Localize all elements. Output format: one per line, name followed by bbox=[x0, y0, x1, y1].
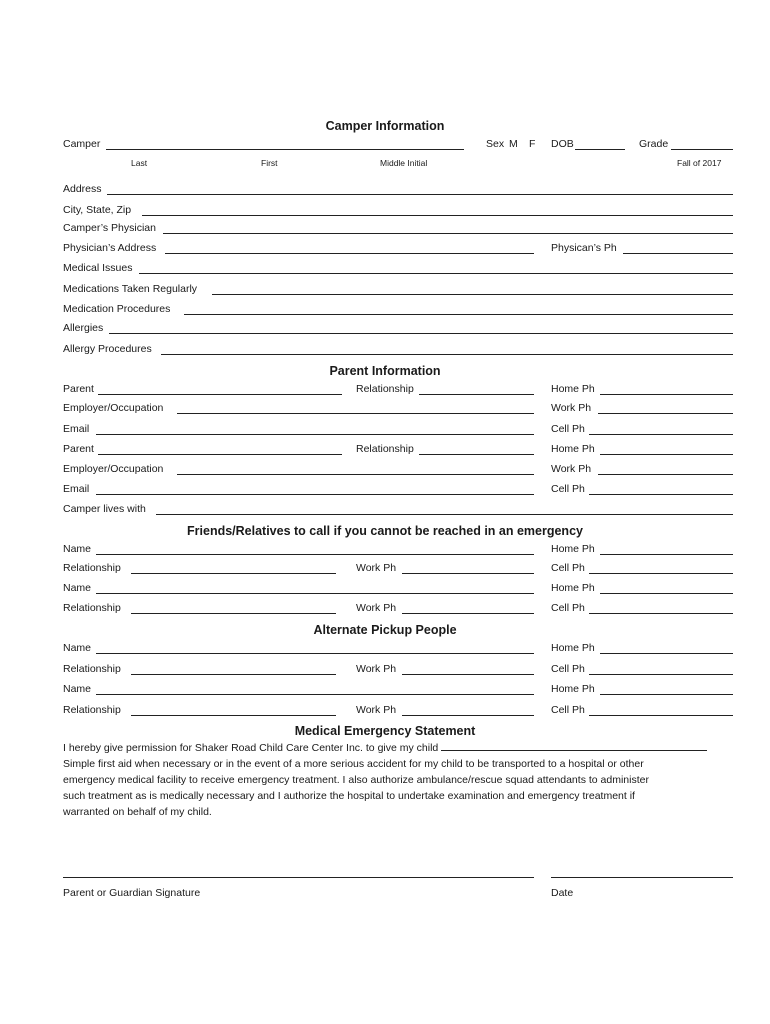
allergies-field[interactable] bbox=[109, 333, 733, 334]
pickup2-cell-phone-field[interactable] bbox=[589, 715, 733, 716]
guardian-signature-label: Parent or Guardian Signature bbox=[63, 887, 201, 899]
medical-issues-label: Medical Issues bbox=[63, 262, 133, 274]
emergency1-home-phone-field[interactable] bbox=[600, 554, 733, 555]
dob-field[interactable] bbox=[575, 149, 625, 150]
parent2-relationship-field[interactable] bbox=[419, 454, 534, 455]
physician-address-field[interactable] bbox=[165, 253, 534, 254]
pickup2-work-phone-label: Work Ph bbox=[356, 704, 397, 716]
sub-label-term: Fall of 2017 bbox=[677, 158, 722, 168]
lives-with-label: Camper lives with bbox=[63, 503, 146, 515]
allergies-label: Allergies bbox=[63, 322, 104, 334]
parent1-work-phone-field[interactable] bbox=[598, 413, 733, 414]
camper-information-heading: Camper Information bbox=[325, 119, 445, 133]
statement-line-1-text: I hereby give permission for Shaker Road Child Care Center Inc. to give my child bbox=[63, 742, 439, 754]
emergency1-cell-phone-field[interactable] bbox=[589, 573, 733, 574]
emergency1-work-phone-field[interactable] bbox=[402, 573, 534, 574]
statement-line-1 bbox=[63, 740, 743, 756]
emergency2-name-field[interactable] bbox=[96, 593, 534, 594]
statement-line-2: Simple first aid when necessary or in the event of a more serious accident for my child to be transported to a hospital or other bbox=[63, 758, 644, 770]
allergy-procedures-field[interactable] bbox=[161, 354, 733, 355]
camper-name-field[interactable] bbox=[106, 149, 464, 150]
emergency2-home-phone-field[interactable] bbox=[600, 593, 733, 594]
camper-label: Camper bbox=[63, 138, 101, 150]
grade-field[interactable] bbox=[671, 149, 733, 150]
parent2-employer-label: Employer/Occupation bbox=[63, 463, 164, 475]
sex-f-option[interactable]: F bbox=[529, 138, 536, 150]
pickup2-home-phone-field[interactable] bbox=[600, 694, 733, 695]
emergency1-name-label: Name bbox=[63, 543, 92, 555]
dob-label: DOB bbox=[551, 138, 574, 150]
statement-line-5: warranted on behalf of my child. bbox=[63, 806, 212, 818]
address-label: Address bbox=[63, 183, 102, 195]
pickup1-work-phone-field[interactable] bbox=[402, 674, 534, 675]
parent-information-heading: Parent Information bbox=[329, 364, 441, 378]
pickup2-work-phone-field[interactable] bbox=[402, 715, 534, 716]
pickup1-home-phone-field[interactable] bbox=[600, 653, 733, 654]
medications-label: Medications Taken Regularly bbox=[63, 283, 198, 295]
city-state-zip-label: City, State, Zip bbox=[63, 204, 132, 216]
guardian-signature-field[interactable] bbox=[63, 877, 534, 878]
medical-statement-text bbox=[63, 740, 743, 820]
date-field[interactable] bbox=[551, 877, 733, 878]
physician-field[interactable] bbox=[163, 233, 733, 234]
sex-label: Sex bbox=[486, 138, 505, 150]
parent1-cell-phone-field[interactable] bbox=[589, 434, 733, 435]
emergency1-name-field[interactable] bbox=[96, 554, 534, 555]
pickup2-home-phone-label: Home Ph bbox=[551, 683, 595, 695]
child-name-field[interactable] bbox=[441, 741, 707, 751]
parent1-label: Parent bbox=[63, 383, 94, 395]
parent2-name-field[interactable] bbox=[98, 454, 342, 455]
parent1-home-phone-label: Home Ph bbox=[551, 383, 595, 395]
pickup2-name-field[interactable] bbox=[96, 694, 534, 695]
emergency1-cell-phone-label: Cell Ph bbox=[551, 562, 585, 574]
parent1-name-field[interactable] bbox=[98, 394, 342, 395]
emergency1-work-phone-label: Work Ph bbox=[356, 562, 397, 574]
medical-issues-field[interactable] bbox=[139, 273, 733, 274]
parent2-work-phone-label: Work Ph bbox=[551, 463, 592, 475]
medication-procedures-field[interactable] bbox=[184, 314, 733, 315]
sex-m-option[interactable]: M bbox=[509, 138, 518, 150]
parent2-employer-field[interactable] bbox=[177, 474, 534, 475]
physician-phone-field[interactable] bbox=[623, 253, 733, 254]
emergency2-cell-phone-label: Cell Ph bbox=[551, 602, 585, 614]
pickup1-relationship-field[interactable] bbox=[131, 674, 336, 675]
emergency2-home-phone-label: Home Ph bbox=[551, 582, 595, 594]
parent1-email-label: Email bbox=[63, 423, 90, 435]
pickup1-home-phone-label: Home Ph bbox=[551, 642, 595, 654]
pickup1-cell-phone-label: Cell Ph bbox=[551, 663, 585, 675]
parent1-home-phone-field[interactable] bbox=[600, 394, 733, 395]
parent2-cell-phone-field[interactable] bbox=[589, 494, 733, 495]
date-label: Date bbox=[551, 887, 574, 899]
grade-label: Grade bbox=[639, 138, 669, 150]
physician-label: Camper’s Physician bbox=[63, 222, 156, 234]
parent2-label: Parent bbox=[63, 443, 94, 455]
lives-with-field[interactable] bbox=[156, 514, 733, 515]
emergency1-relationship-field[interactable] bbox=[131, 573, 336, 574]
pickup1-cell-phone-field[interactable] bbox=[589, 674, 733, 675]
sub-label-first: First bbox=[261, 158, 278, 168]
medications-field[interactable] bbox=[212, 294, 733, 295]
pickup1-work-phone-label: Work Ph bbox=[356, 663, 397, 675]
parent2-relationship-label: Relationship bbox=[356, 443, 414, 455]
parent1-cell-phone-label: Cell Ph bbox=[551, 423, 585, 435]
parent2-email-field[interactable] bbox=[96, 494, 534, 495]
parent2-home-phone-label: Home Ph bbox=[551, 443, 595, 455]
emergency2-name-label: Name bbox=[63, 582, 92, 594]
parent2-cell-phone-label: Cell Ph bbox=[551, 483, 585, 495]
sub-label-middle-initial: Middle Initial bbox=[380, 158, 428, 168]
parent2-home-phone-field[interactable] bbox=[600, 454, 733, 455]
statement-line-4: such treatment as is medically necessary and I authorize the hospital to undertake examination and emergency treatment if bbox=[63, 790, 635, 802]
emergency2-cell-phone-field[interactable] bbox=[589, 613, 733, 614]
parent1-employer-field[interactable] bbox=[177, 413, 534, 414]
parent1-work-phone-label: Work Ph bbox=[551, 402, 592, 414]
emergency2-relationship-field[interactable] bbox=[131, 613, 336, 614]
pickup2-relationship-field[interactable] bbox=[131, 715, 336, 716]
pickup1-name-field[interactable] bbox=[96, 653, 534, 654]
sub-label-last: Last bbox=[131, 158, 148, 168]
pickup-heading: Alternate Pickup People bbox=[313, 623, 457, 637]
parent1-employer-label: Employer/Occupation bbox=[63, 402, 164, 414]
physician-phone-label: Physican’s Ph bbox=[551, 242, 617, 254]
pickup2-relationship-label: Relationship bbox=[63, 704, 121, 716]
statement-line-3: emergency medical facility to receive emergency treatment. I also authorize ambulance/rescue squad attendants to administer bbox=[63, 774, 649, 786]
parent2-email-label: Email bbox=[63, 483, 90, 495]
city-state-zip-field[interactable] bbox=[142, 215, 733, 216]
pickup1-relationship-label: Relationship bbox=[63, 663, 121, 675]
allergy-procedures-label: Allergy Procedures bbox=[63, 343, 152, 355]
emergency2-relationship-label: Relationship bbox=[63, 602, 121, 614]
parent1-email-field[interactable] bbox=[96, 434, 534, 435]
medication-procedures-label: Medication Procedures bbox=[63, 303, 171, 315]
emergency-contacts-heading: Friends/Relatives to call if you cannot be reached in an emergency bbox=[187, 524, 583, 538]
address-field[interactable] bbox=[107, 194, 733, 195]
medical-statement-heading: Medical Emergency Statement bbox=[294, 724, 476, 738]
emergency2-work-phone-label: Work Ph bbox=[356, 602, 397, 614]
emergency1-home-phone-label: Home Ph bbox=[551, 543, 595, 555]
emergency1-relationship-label: Relationship bbox=[63, 562, 121, 574]
parent1-relationship-label: Relationship bbox=[356, 383, 414, 395]
physician-address-label: Physician’s Address bbox=[63, 242, 157, 254]
pickup2-cell-phone-label: Cell Ph bbox=[551, 704, 585, 716]
emergency2-work-phone-field[interactable] bbox=[402, 613, 534, 614]
pickup1-name-label: Name bbox=[63, 642, 92, 654]
pickup2-name-label: Name bbox=[63, 683, 92, 695]
parent2-work-phone-field[interactable] bbox=[598, 474, 733, 475]
parent1-relationship-field[interactable] bbox=[419, 394, 534, 395]
